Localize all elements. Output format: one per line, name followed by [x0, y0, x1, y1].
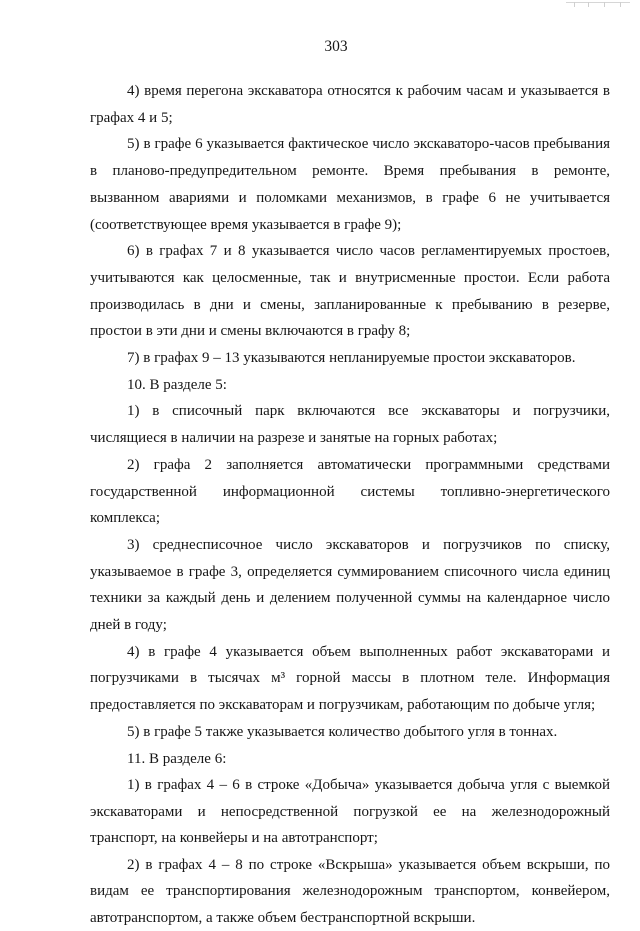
paragraph-6-regulated-downtime: 6) в графах 7 и 8 указывается число часов регламентируемых простоев, учитываются как целосменные, так и внутрисменные простои. Если работа производилась в дни и смены, запланированные к пребыванию в резерве, простои в эти дни и смены включаются в графу 8; — [90, 243, 610, 340]
paragraph-4-equipment-transfer: 4) время перегона экскаватора относятся к рабочим часам и указывается в графах 4 и 5; — [90, 83, 610, 126]
paragraph-10-5-coal-tonnes: 5) в графе 5 также указывается количество добытого угля в тоннах. — [127, 723, 558, 740]
paragraph-11-2-overburden: 2) в графах 4 – 8 по строке «Вскрыша» указывается объем вскрыши, по видам ее транспортирования железнодорожным транспортом, конвейером, автотранспортом, а также объем бестранспортной вскрыши. — [90, 856, 610, 926]
scan-corner-mark — [566, 2, 630, 9]
paragraph-10-2-column-2: 2) графа 2 заполняется автоматически программными средствами государственной информационной системы топливно-энергетического комплекса; — [90, 456, 610, 527]
paragraph-10-1-fleet: 1) в списочный парк включаются все экскаваторы и погрузчики, числящиеся в наличии на разрезе и занятые на горных работах; — [90, 403, 610, 447]
document-body — [90, 78, 610, 931]
paragraph-10-3-average-count: 3) среднесписочное число экскаваторов и погрузчиков по списку, указываемое в графе 3, определяется суммированием списочного числа единиц техники за каждый день и делением полученной суммы на календарное число дней в году; — [90, 536, 610, 634]
section-11-heading: 11. В разделе 6: — [127, 750, 227, 767]
paragraph-5-repair-time: 5) в графе 6 указывается фактическое число экскаваторо-часов пребывания в планово-предупредительном ремонте. Время пребывания в ремонте, вызванном авариями и поломками механизмов, в графе 6 не учитывается (соответствующее время указывается в графе 9); — [90, 136, 610, 233]
section-10-heading: 10. В разделе 5: — [127, 376, 227, 393]
paragraph-11-1-production: 1) в графах 4 – 6 в строке «Добыча» указывается добыча угля с выемкой экскаваторами и непосредственной погрузкой ее на железнодорожный транспорт, на конвейеры и на автотранспорт; — [90, 777, 610, 847]
paragraph-7-unplanned-downtime: 7) в графах 9 – 13 указываются непланируемые простои экскаваторов. — [127, 350, 576, 367]
page-number: 303 — [324, 38, 348, 55]
paragraph-10-4-work-volume: 4) в графе 4 указывается объем выполненных работ экскаваторами и погрузчиками в тысячах м³ горной массы в плотном теле. Информация предоставляется по экскаваторам и погрузчикам, работающим по добыче угля; — [90, 643, 610, 714]
